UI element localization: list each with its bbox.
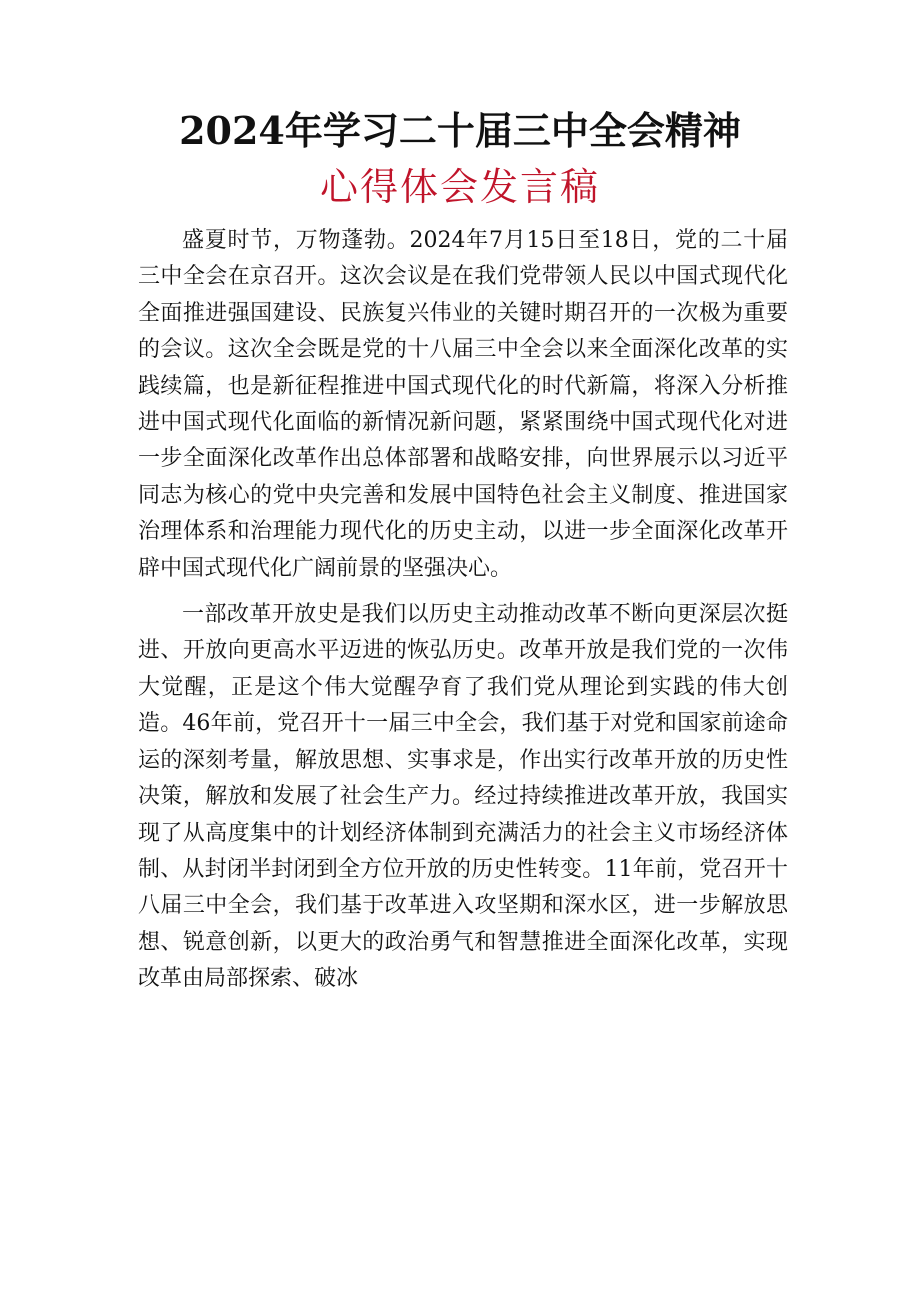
document-body: [138, 223, 788, 998]
paragraph-1: 盛夏时节，万物蓬勃。2024年7月15日至18日，党的二十届三中全会在京召开。这次会议是在我们党带领人民以中国式现代化全面推进强国建设、民族复兴伟业的关键时期召开的一次极为重要的会议。这次全会既是党的十八届三中全会以来全面深化改革的实践续篇，也是新征程推进中国式现代化的时代新篇，将深入分析推进中国式现代化面临的新情况新问题，紧紧围绕中国式现代化对进一步全面深化改革作出总体部署和战略安排，向世界展示以习近平同志为核心的党中央完善和发展中国特色社会主义制度、推进国家治理体系和治理能力现代化的历史主动，以进一步全面深化改革开辟中国式现代化广阔前景的坚强决心。: [138, 228, 788, 581]
paragraph-2: 一部改革开放史是我们以历史主动推动改革不断向更深层次挺进、开放向更高水平迈进的恢弘历史。改革开放是我们党的一次伟大觉醒，正是这个伟大觉醒孕育了我们党从理论到实践的伟大创造。46年前，党召开十一届三中全会，我们基于对党和国家前途命运的深刻考量，解放思想、实事求是，作出实行改革开放的历史性决策，解放和发展了社会生产力。经过持续推进改革开放，我国实现了从高度集中的计划经济体制到充满活力的社会主义市场经济体制、从封闭半封闭到全方位开放的历史性转变。11年前，党召开十八届三中全会，我们基于改革进入攻坚期和深水区，进一步解放思想、锐意创新，以更大的政治勇气和智慧推进全面深化改革，实现改革由局部探索、破冰: [138, 602, 788, 992]
document-subtitle: 心得体会发言稿: [319, 165, 600, 209]
document-title: 2024年学习二十届三中全会精神: [179, 108, 741, 153]
